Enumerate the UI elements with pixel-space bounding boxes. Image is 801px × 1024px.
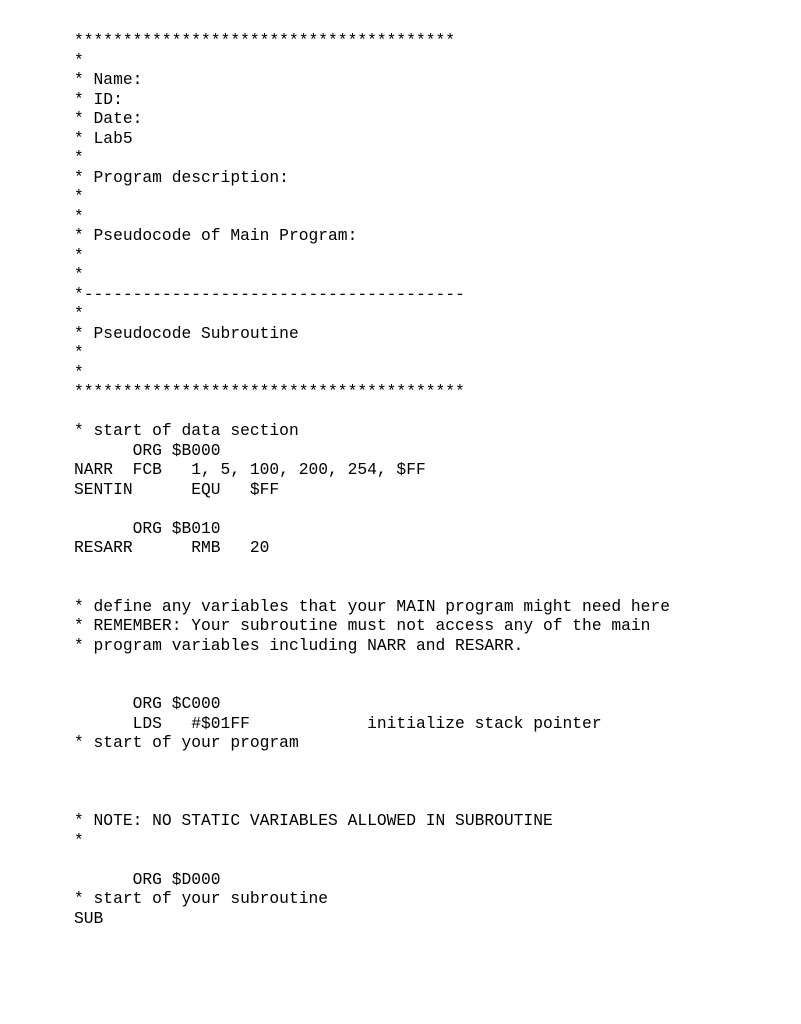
org-b000-directive: ORG $B000 [74, 440, 221, 460]
remember-comment-continued: * program variables including NARR and RESARR. [74, 635, 524, 655]
assembly-source-listing [74, 31, 670, 928]
program-description-heading: * Program description: [74, 167, 289, 187]
comment-line: * [74, 362, 84, 382]
blank-line [74, 753, 670, 773]
org-c000-directive: ORG $C000 [74, 694, 221, 713]
blank-line [74, 772, 670, 792]
comment-line: * [74, 148, 84, 167]
lab-label: * Lab5 [74, 128, 133, 148]
subroutine-start-comment: * start of your subroutine [74, 889, 329, 908]
org-b010-directive: ORG $B010 [74, 518, 221, 538]
header-border-bottom: **************************************** [74, 382, 465, 401]
main-pseudocode-heading: * Pseudocode of Main Program: [74, 226, 358, 245]
static-variables-note: * NOTE: NO STATIC VARIABLES ALLOWED IN SUBROUTINE [74, 811, 553, 830]
blank-line [74, 675, 670, 695]
resarr-rmb-line: RESARR RMB 20 [74, 538, 270, 557]
lds-instruction: LDS #$01FF initialize stack pointer [74, 713, 602, 733]
blank-line [74, 402, 670, 422]
comment-line: * [74, 265, 84, 284]
sentin-equ-line: SENTIN EQU $FF [74, 479, 280, 499]
narr-fcb-line: NARR FCB 1, 5, 100, 200, 254, $FF [74, 460, 426, 479]
date-field: * Date: [74, 109, 143, 128]
remember-comment: * REMEMBER: Your subroutine must not access any of the main [74, 616, 651, 635]
id-field: * ID: [74, 89, 123, 109]
comment-line: * [74, 304, 84, 323]
subroutine-pseudocode-heading: * Pseudocode Subroutine [74, 323, 299, 343]
sub-label: SUB [74, 908, 104, 928]
comment-line: * [74, 343, 84, 362]
header-border-top: *************************************** [74, 31, 456, 50]
org-d000-directive: ORG $D000 [74, 869, 221, 889]
variables-comment: * define any variables that your MAIN program might need here [74, 596, 670, 616]
section-divider: *--------------------------------------- [74, 284, 465, 304]
blank-line [74, 850, 670, 870]
blank-line [74, 655, 670, 675]
blank-line [74, 558, 670, 578]
program-start-comment: * start of your program [74, 733, 299, 752]
comment-line: * [74, 206, 84, 226]
blank-line [74, 577, 670, 597]
blank-line [74, 499, 670, 519]
comment-line: * [74, 50, 84, 70]
data-section-comment: * start of data section [74, 421, 299, 440]
blank-line [74, 792, 670, 812]
comment-line: * [74, 245, 84, 265]
name-field: * Name: [74, 70, 143, 89]
comment-line: * [74, 187, 84, 206]
comment-line: * [74, 830, 84, 850]
